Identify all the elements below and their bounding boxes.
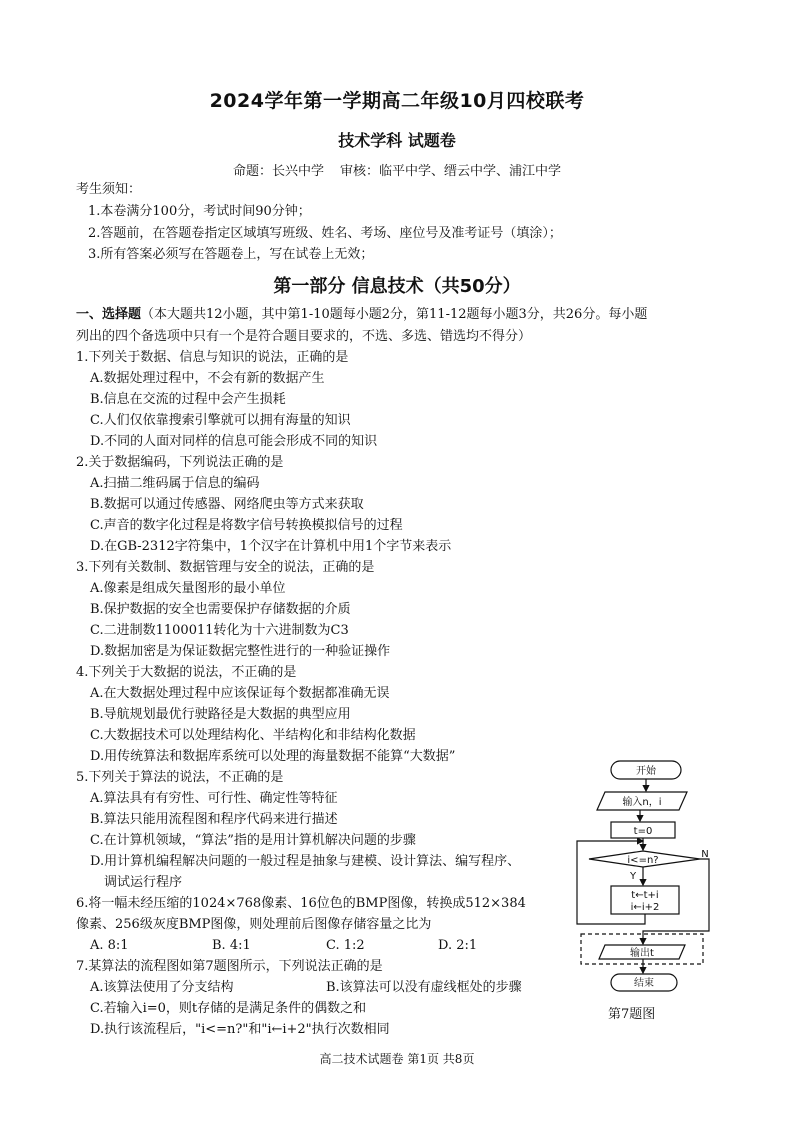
option: D.用传统算法和数据库系统可以处理的海量数据不能算“大数据” bbox=[90, 749, 456, 764]
option: C.若输入i=0，则t存储的是满足条件的偶数之和 bbox=[90, 1001, 367, 1016]
exam-title: 2024学年第一学期高二年级10月四校联考 bbox=[209, 90, 585, 112]
question-stem: 2.关于数据编码，下列说法正确的是 bbox=[76, 455, 284, 470]
question-stem: 1.下列关于数据、信息与知识的说法，正确的是 bbox=[76, 350, 349, 365]
page-footer: 高二技术试题卷 第1页 共8页 bbox=[319, 1052, 475, 1066]
section-intro bbox=[76, 306, 647, 324]
option: C.声音的数字化过程是将数字信号转换模拟信号的过程 bbox=[90, 518, 403, 533]
section-intro-text: （本大题共12小题，其中第1-10题每小题2分，第11-12题每小题3分，共26分。每小题 bbox=[141, 307, 648, 322]
notice-heading: 考生须知： bbox=[76, 182, 142, 197]
option: D.数据加密是为保证数据完整性进行的一种验证操作 bbox=[90, 644, 391, 659]
option: C.人们仅依靠搜索引擎就可以拥有海量的知识 bbox=[90, 413, 351, 428]
option: B.数据可以通过传感器、网络爬虫等方式来获取 bbox=[90, 497, 364, 512]
notice-item: 2.答题前，在答题卷指定区域填写班级、姓名、考场、座位号及准考证号（填涂）； bbox=[88, 226, 562, 241]
figure-caption: 第7题图 bbox=[608, 1007, 656, 1022]
flowchart-body-line1: t←t+i bbox=[631, 890, 659, 901]
flowchart bbox=[575, 758, 715, 1018]
flowchart-body-line2: i←i+2 bbox=[630, 902, 660, 913]
option: A.数据处理过程中，不会有新的数据产生 bbox=[90, 371, 325, 386]
option: B.信息在交流的过程中会产生损耗 bbox=[90, 392, 286, 407]
option: A. 8:1 bbox=[90, 938, 129, 953]
question-stem: 6.将一幅未经压缩的1024×768像素、16位色的BMP图像，转换成512×384 bbox=[76, 896, 526, 911]
option: C. 1:2 bbox=[326, 938, 365, 953]
option: B.算法只能用流程图和程序代码来进行描述 bbox=[90, 812, 338, 827]
option: D. 2:1 bbox=[438, 938, 478, 953]
option: D.不同的人面对同样的信息可能会形成不同的知识 bbox=[90, 434, 378, 449]
option-continuation: 调试运行程序 bbox=[104, 875, 183, 890]
option: D.用计算机编程解决问题的一般过程是抽象与建模、设计算法、编写程序、 bbox=[90, 854, 521, 869]
flowchart-input-label: 输入n，i bbox=[622, 797, 662, 808]
option: B.导航规划最优行驶路径是大数据的典型应用 bbox=[90, 707, 351, 722]
section-title: 第一部分 信息技术（共50分） bbox=[273, 276, 521, 297]
option: A.在大数据处理过程中应该保证每个数据都准确无误 bbox=[90, 686, 390, 701]
flowchart-output-label: 输出t bbox=[630, 948, 654, 959]
exam-subtitle: 技术学科 试题卷 bbox=[338, 131, 456, 150]
option: C.二进制数1100011转化为十六进制数为C3 bbox=[90, 623, 349, 638]
option: C.大数据技术可以处理结构化、半结构化和非结构化数据 bbox=[90, 728, 416, 743]
notice-item: 1.本卷满分100分，考试时间90分钟； bbox=[88, 204, 311, 219]
option: C.在计算机领域，“算法”指的是用计算机解决问题的步骤 bbox=[90, 833, 416, 848]
flowchart-end-label: 结束 bbox=[634, 978, 654, 989]
question-stem: 7.某算法的流程图如第7题图所示，下列说法正确的是 bbox=[76, 959, 383, 974]
flowchart-no-label: N bbox=[701, 849, 709, 860]
section-intro-label: 一、选择题 bbox=[76, 307, 142, 322]
reviewer-label: 审核：临平中学、缙云中学、浦江中学 bbox=[340, 164, 562, 179]
flowchart-init-label: t=0 bbox=[633, 826, 653, 837]
flowchart-condition-label: i<=n? bbox=[627, 855, 659, 866]
author-line bbox=[0, 160, 794, 179]
question-stem: 3.下列有关数制、数据管理与安全的说法，正确的是 bbox=[76, 560, 375, 575]
option: B.该算法可以没有虚线框处的步骤 bbox=[326, 980, 522, 995]
flowchart-yes-label: Y bbox=[629, 871, 637, 882]
option: A.扫描二维码属于信息的编码 bbox=[90, 476, 260, 491]
option: B. 4:1 bbox=[212, 938, 251, 953]
question-stem: 4.下列关于大数据的说法，不正确的是 bbox=[76, 665, 297, 680]
question-stem: 5.下列关于算法的说法，不正确的是 bbox=[76, 770, 284, 785]
option: A.该算法使用了分支结构 bbox=[90, 980, 234, 995]
section-intro-cont: 列出的四个备选项中只有一个是符合题目要求的，不选、多选、错选均不得分） bbox=[76, 329, 532, 344]
notice-item: 3.所有答案必须写在答题卷上，写在试卷上无效； bbox=[88, 247, 374, 262]
author-label: 命题：长兴中学 bbox=[232, 164, 324, 179]
flowchart-start-label: 开始 bbox=[636, 766, 656, 777]
option: A.像素是组成矢量图形的最小单位 bbox=[90, 581, 286, 596]
option: A.算法具有有穷性、可行性、确定性等特征 bbox=[90, 791, 338, 806]
option: D.在GB-2312字符集中，1个汉字在计算机中用1个字节来表示 bbox=[90, 539, 452, 554]
option: D.执行该流程后，"i<=n?"和"i←i+2"执行次数相同 bbox=[90, 1022, 390, 1037]
question-stem-cont: 像素、256级灰度BMP图像，则处理前后图像存储容量之比为 bbox=[76, 917, 432, 932]
option: B.保护数据的安全也需要保护存储数据的介质 bbox=[90, 602, 351, 617]
